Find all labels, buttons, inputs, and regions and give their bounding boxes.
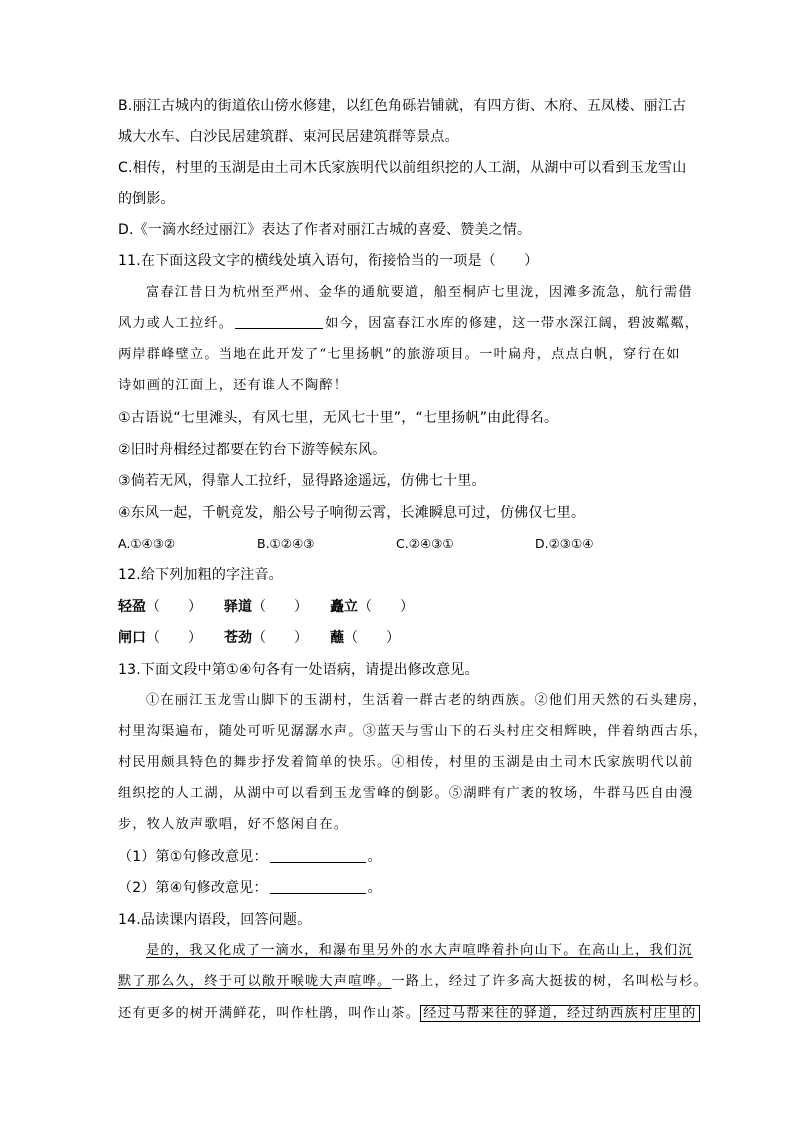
q14-passage-line3	[118, 1004, 700, 1024]
q11-item-1: ①古语说“七里滩头，有风七里，无风七十里”，“七里扬帆”由此得名。	[118, 410, 559, 426]
q11-passage-line4: 诗如画的江面上，还有谁人不陶醉！	[118, 378, 349, 393]
q13-passage-line3: 村民用颇具特色的舞步抒发着简单的快乐。④相传，村里的玉湖是由土司木氏家族明代以前	[118, 755, 694, 770]
q12-item-zhan	[330, 628, 400, 648]
q11-option-a[interactable]: A.①④③②	[118, 536, 176, 551]
q13-stem: 13.下面文段中第①④句各有一处语病，请提出修改意见。	[118, 662, 479, 678]
q10-option-c-line1: C.相传，村里的玉湖是由土司木氏家族明代以前组织挖的人工湖，从湖中可以看到玉龙雪山	[118, 160, 687, 176]
q13-sub2-label: （2）第④句修改意见：	[118, 880, 268, 896]
q13-passage-line2: 村里沟渠遍布，随处可听见潺潺水声。③蓝天与雪山下的石头村庄交相辉映，伴着纳西古乐，	[118, 724, 708, 739]
q11-stem: 11.在下面这段文字的横线处填入语句，衔接恰当的一项是（ ）	[118, 253, 539, 269]
bold-target-word: 驿道	[224, 599, 252, 615]
bold-target-word: 轻盈	[118, 599, 146, 615]
q12-item-yidao	[224, 597, 308, 617]
pinyin-answer-parentheses[interactable]: （ ）	[146, 599, 202, 615]
q10-option-c-line2: 的倒影。	[118, 191, 175, 207]
q13-passage-line5: 步，牧人放声歌唱，好不悠闲自在。	[118, 817, 349, 832]
q13-sub1-blank[interactable]	[270, 848, 366, 863]
bold-target-word: 苍劲	[224, 630, 252, 646]
q14-passage-line2	[118, 972, 708, 992]
q14-underlined-text-2: 默了那么久，终于可以敞开喉咙大声喧哗。	[118, 974, 392, 989]
bold-target-word: 闸口	[118, 630, 146, 646]
q13-sub2	[118, 878, 382, 898]
q11-passage-line3: 两岸群峰壁立。当地在此开发了“七里扬帆”的旅游项目。一叶扁舟，点点白帆，穿行在如	[118, 347, 681, 362]
q14-underlined-text-1: 是的，我又化成了一滴水，和瀑布里另外的水大声喧哗着扑向山下。在高山上，我们沉	[146, 943, 693, 958]
q11-option-b[interactable]: B.①②④③	[257, 536, 315, 551]
q13-sub1-label: （1）第①句修改意见：	[118, 849, 268, 865]
bold-target-word: 矗立	[330, 599, 358, 615]
q14-passage-line2-rest: 一路上，经过了许多高大挺拔的树，名叫松与杉。	[391, 974, 708, 989]
q13-passage-line4: 组织挖的人工湖，从湖中可以看到玉龙雪峰的倒影。⑤湖畔有广袤的牧场，牛群马匹自由漫	[118, 786, 694, 801]
q12-item-chuli	[330, 597, 414, 617]
pinyin-answer-parentheses[interactable]: （ ）	[252, 599, 308, 615]
pinyin-answer-parentheses[interactable]: （ ）	[358, 599, 414, 615]
q11-option-d[interactable]: D.②③①④	[535, 536, 594, 551]
q11-item-2: ②旧时舟楫经过都要在钓台下游等候东风。	[118, 442, 387, 458]
pinyin-answer-parentheses[interactable]: （ ）	[252, 630, 308, 646]
q11-passage-line1: 富春江昔日为杭州至严州、金华的通航要道，船至桐庐七里泷，因滩多流急，航行需借	[146, 285, 693, 300]
q13-sub2-blank[interactable]	[270, 879, 366, 894]
q14-passage-line1	[146, 941, 693, 961]
q12-item-cangjing	[224, 628, 308, 648]
q11-passage-line2a: 风力或人工拉纤。	[118, 316, 234, 331]
q10-option-b-line1: B.丽江古城内的街道依山傍水修建，以红色角砾岩铺就，有四方街、木府、五凤楼、丽江古	[118, 98, 687, 114]
q11-passage-line2b: 如今，因富春江水库的修建，这一带水深江阔，碧波粼粼，	[325, 316, 700, 331]
pinyin-answer-parentheses[interactable]: （ ）	[344, 630, 400, 646]
q12-item-qingying	[118, 597, 202, 617]
q10-option-d: D.《一滴水经过丽江》表达了作者对丽江古城的喜爱、赞美之情。	[118, 222, 532, 238]
q11-item-4: ④东风一起，千帆竞发，船公号子响彻云霄，长滩瞬息可过，仿佛仅七里。	[118, 505, 586, 521]
q11-option-c[interactable]: C.②④③①	[396, 536, 454, 551]
bold-target-word: 蘸	[330, 630, 344, 646]
q14-passage-line3a: 还有更多的树开满鲜花，叫作杜鹃，叫作山茶。	[118, 1006, 421, 1021]
q13-passage-line1: ①在丽江玉龙雪山脚下的玉湖村，生活着一群古老的纳西族。②他们用天然的石头建房，	[146, 693, 708, 708]
q10-option-b-line2: 城大水车、白沙民居建筑群、束河民居建筑群等景点。	[118, 129, 459, 145]
q13-sub1-period: 。	[367, 849, 382, 865]
q14-boxed-text: 经过马帮来往的驿道，经过纳西族村庄里的	[420, 1005, 699, 1022]
pinyin-answer-parentheses[interactable]: （ ）	[146, 630, 202, 646]
q14-stem: 14.品读课内语段，回答问题。	[118, 912, 312, 928]
q11-answer-blank[interactable]	[235, 314, 323, 329]
q11-passage-line2	[118, 314, 699, 334]
q12-item-zhakou	[118, 628, 202, 648]
q12-stem: 12.给下列加粗的字注音。	[118, 567, 283, 583]
q13-sub2-period: 。	[367, 880, 382, 896]
q11-item-3: ③倘若无风，得靠人工拉纤，显得路途遥远，仿佛七十里。	[118, 473, 486, 489]
q13-sub1	[118, 847, 382, 867]
